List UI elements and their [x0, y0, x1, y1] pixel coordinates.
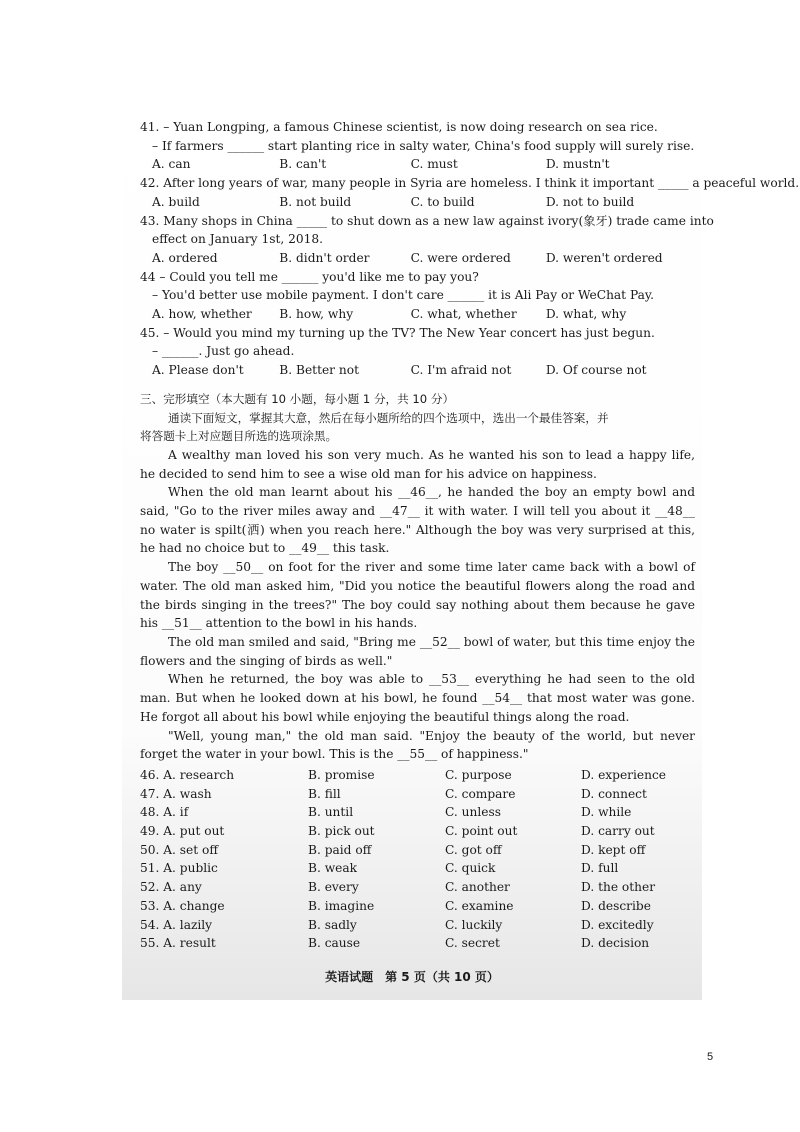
option-c: C. what, whether: [410, 307, 517, 322]
option-a: 49. A. put out: [140, 824, 225, 839]
question-options: [140, 193, 695, 212]
section-instructions: 通读下面短文，掌握其大意，然后在每小题所给的四个选项中，选出一个最佳答案，并: [168, 410, 609, 425]
option-c: C. got off: [445, 842, 502, 857]
cloze-row-50: [140, 841, 695, 860]
option-c: C. must: [410, 157, 458, 172]
question-stem: 41. – Yuan Longping, a famous Chinese scientist, is now doing research on sea rice.: [140, 120, 658, 134]
option-c: C. compare: [445, 786, 516, 801]
option-d: D. decision: [581, 936, 650, 951]
option-a: 54. A. lazily: [140, 917, 213, 932]
option-d: D. weren't ordered: [545, 250, 663, 265]
option-d: D. what, why: [545, 307, 627, 322]
question-44: [140, 268, 695, 324]
option-d: D. experience: [581, 767, 667, 782]
section-instructions-line2: 将答题卡上对应题目所选的选项涂黑。: [140, 429, 338, 444]
question-options: [140, 361, 695, 380]
cloze-row-51: [140, 859, 695, 878]
exam-content: [140, 118, 800, 953]
option-a: 53. A. change: [140, 898, 225, 913]
option-b: B. didn't order: [279, 250, 370, 265]
question-stem: 45. – Would you mind my turning up the TV? The New Year concert has just begun.: [140, 325, 655, 340]
passage-paragraph: When the old man learnt about his __46__, he handed the boy an empty bowl and said, "Go to the river miles away and __47__ it with water. I will tell you about it __48__ no water is spilt(洒) when you reach here." Although the boy was very surprised at this, he had no choice but to __49__ this task.: [140, 485, 695, 556]
passage-paragraph: The boy __50__ on foot for the river and some time later came back with a bowl of water. The old man asked him, "Did you notice the beautiful flowers along the road and the birds singing in the trees?" The boy could say nothing about them because he gave his __51__ attention to the bowl in his hands.: [140, 560, 695, 631]
question-options: [140, 249, 695, 268]
option-d: D. connect: [581, 786, 647, 801]
option-b: B. weak: [308, 861, 357, 876]
option-a: A. can: [152, 157, 191, 172]
option-c: C. examine: [445, 898, 514, 913]
cloze-row-54: [140, 916, 695, 935]
question-stem-line2: – If farmers ______ start planting rice in salty water, China's food supply will surely rise.: [152, 138, 695, 153]
option-b: B. until: [308, 805, 354, 820]
option-a: 47. A. wash: [140, 786, 212, 801]
option-d: D. not to build: [545, 194, 635, 209]
passage-paragraph: "Well, young man," the old man said. "Enjoy the beauty of the world, but never forget the water in your bowl. This is the __55__ of happiness.": [140, 728, 695, 762]
option-c: C. point out: [445, 824, 518, 839]
option-a: 50. A. set off: [140, 842, 219, 857]
cloze-row-55: [140, 934, 695, 953]
option-d: D. while: [581, 805, 632, 820]
question-45: [140, 324, 695, 380]
cloze-row-48: [140, 803, 695, 822]
question-stem: 42. After long years of war, many people in Syria are homeless. I think it important _____ a peaceful world.: [140, 176, 800, 191]
cloze-row-52: [140, 878, 695, 897]
option-b: B. paid off: [308, 842, 372, 857]
option-b: B. can't: [279, 157, 327, 172]
question-options: [140, 305, 695, 324]
question-stem: 44 – Could you tell me ______ you'd like me to pay you?: [140, 269, 479, 284]
page-footer: 英语试题 第 5 页（共 10 页）: [325, 970, 499, 984]
page-number: 5: [707, 1051, 714, 1063]
option-a: 46. A. research: [140, 767, 235, 782]
option-a: A. ordered: [152, 250, 218, 265]
option-d: D. full: [581, 861, 619, 876]
passage-paragraph: When he returned, the boy was able to __53__ everything he had seen to the old man. But when he looked down at his bowl, he found __54__ that most water was gone. He forgot all about his bowl while enjoying the beautiful things along the road.: [140, 672, 695, 724]
question-stem: 43. Many shops in China _____ to shut down as a new law against ivory(象牙) trade came into: [140, 213, 714, 228]
cloze-row-53: [140, 897, 695, 916]
option-a: 55. A. result: [140, 936, 216, 951]
question-43: [140, 212, 714, 268]
question-stem-line2: effect on January 1st, 2018.: [152, 232, 323, 247]
option-c: C. luckily: [445, 917, 503, 932]
option-c: C. another: [445, 880, 510, 895]
cloze-row-47: [140, 785, 695, 804]
option-d: D. kept off: [581, 842, 646, 857]
option-a: A. how, whether: [152, 307, 252, 322]
option-a: 52. A. any: [140, 880, 202, 895]
question-stem-line2: – ______. Just go ahead.: [152, 344, 295, 359]
question-stem-line2: – You'd better use mobile payment. I don't care ______ it is Ali Pay or WeChat Pay.: [152, 288, 655, 303]
cloze-options-table: [140, 766, 695, 953]
question-42: [140, 174, 800, 211]
cloze-row-46: [140, 766, 695, 785]
option-b: B. fill: [308, 786, 341, 801]
option-b: B. promise: [308, 767, 375, 782]
option-d: D. excitedly: [581, 917, 654, 932]
option-a: 51. A. public: [140, 861, 218, 876]
passage-paragraph: A wealthy man loved his son very much. As he wanted his son to lead a happy life, he decided to send him to see a wise old man for his advice on happiness.: [140, 447, 695, 481]
option-d: D. mustn't: [545, 157, 610, 172]
option-d: D. the other: [581, 880, 656, 895]
option-a: 48. A. if: [140, 805, 189, 820]
option-c: C. I'm afraid not: [410, 363, 512, 378]
section-heading: 三、完形填空（本大题有 10 小题，每小题 1 分，共 10 分）: [140, 391, 455, 406]
option-b: B. sadly: [308, 917, 357, 932]
option-c: C. to build: [410, 194, 475, 209]
option-d: D. carry out: [581, 824, 655, 839]
option-b: B. Better not: [279, 363, 359, 378]
question-options: [140, 155, 695, 174]
option-c: C. were ordered: [410, 250, 511, 265]
option-d: D. Of course not: [545, 363, 647, 378]
option-b: B. cause: [308, 936, 361, 951]
cloze-row-49: [140, 822, 695, 841]
option-b: B. every: [308, 880, 359, 895]
option-c: C. quick: [445, 861, 496, 876]
question-41: [140, 118, 695, 174]
section-cloze: [140, 390, 695, 953]
option-b: B. pick out: [308, 824, 375, 839]
option-b: B. imagine: [308, 898, 375, 913]
option-b: B. how, why: [279, 307, 354, 322]
passage-paragraph: The old man smiled and said, "Bring me __52__ bowl of water, but this time enjoy the flowers and the singing of birds as well.": [140, 634, 695, 668]
option-c: C. unless: [445, 805, 501, 820]
option-c: C. purpose: [445, 767, 512, 782]
option-c: C. secret: [445, 936, 500, 951]
option-b: B. not build: [279, 194, 352, 209]
option-a: A. build: [152, 194, 200, 209]
option-d: D. describe: [581, 898, 651, 913]
option-a: A. Please don't: [152, 363, 244, 378]
